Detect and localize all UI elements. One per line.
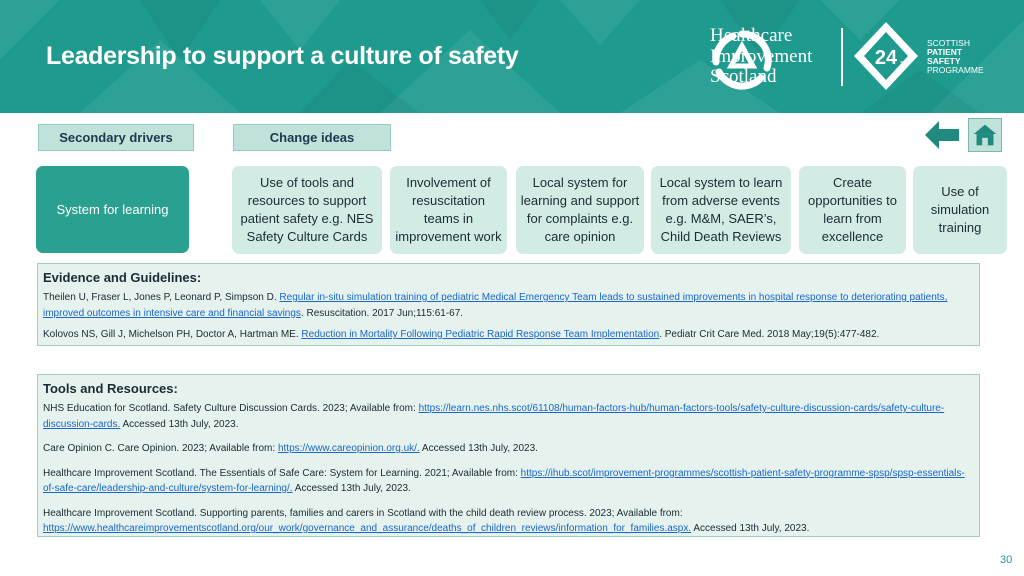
- reference-text: Theilen U, Fraser L, Jones P, Leonard P, Simpson D.: [43, 292, 280, 303]
- home-button[interactable]: [968, 118, 1002, 152]
- tools-reference: [43, 506, 974, 537]
- tools-panel: [37, 374, 980, 537]
- evidence-reference: [43, 290, 974, 321]
- tools-reference: [43, 466, 974, 497]
- secondary-driver-system-for-learning[interactable]: System for learning: [36, 166, 189, 253]
- arrow-left-icon[interactable]: [925, 121, 959, 149]
- evidence-reference: [43, 327, 974, 343]
- tab-secondary-drivers[interactable]: Secondary drivers: [38, 124, 194, 151]
- reference-link[interactable]: https://www.healthcareimprovementscotland.org/our_work/governance_and_assurance/deaths_of_children_reviews/information_for_families.aspx.: [43, 523, 692, 534]
- home-icon: [969, 119, 1001, 151]
- reference-text: Accessed 13th July, 2023.: [292, 483, 411, 494]
- tab-change-ideas[interactable]: Change ideas: [233, 124, 391, 151]
- change-idea-complaints-support[interactable]: Local system for learning and support for complaints e.g. care opinion: [516, 166, 644, 254]
- reference-link[interactable]: Reduction in Mortality Following Pediatric Rapid Response Team Implementation: [301, 329, 660, 340]
- spsp-logo-line: PROGRAMME: [927, 65, 984, 75]
- page-number: 30: [1000, 554, 1013, 566]
- evidence-panel: [37, 263, 980, 346]
- change-idea-learn-from-excellence[interactable]: Create opportunities to learn from excellence: [799, 166, 906, 254]
- reference-text: Accessed 13th July, 2023.: [691, 523, 810, 534]
- tools-reference: [43, 401, 974, 432]
- spsp-logo-line: SCOTTISH: [927, 38, 970, 48]
- reference-text: Accessed 13th July, 2023.: [120, 418, 239, 430]
- reference-text: Kolovos NS, Gill J, Michelson PH, Doctor A, Hartman ME.: [43, 329, 302, 340]
- reference-text: Healthcare Improvement Scotland. Supporting parents, families and carers in Scotland with the child death review process. 2023; Available from:: [43, 507, 683, 519]
- reference-link[interactable]: https://www.careopinion.org.uk/.: [277, 443, 420, 454]
- spsp-logo-line: PATIENT: [927, 47, 963, 57]
- reference-text: Care Opinion C. Care Opinion. 2023; Available from:: [43, 443, 278, 454]
- hist-logo-text: [710, 26, 812, 88]
- reference-text: . Resuscitation. 2017 Jun;115:61-67.: [300, 307, 464, 319]
- evidence-heading: Evidence and Guidelines:: [43, 270, 202, 285]
- tools-heading: Tools and Resources:: [43, 381, 178, 396]
- change-idea-adverse-events[interactable]: Local system to learn from adverse events e.g. M&M, SAER’s, Child Death Reviews: [651, 166, 791, 254]
- reference-link[interactable]: https://learn.nes.nhs.scot/61108/human-factors-hub/human-factors-tools/safety-culture-discussion-cards/safety-culture-discussion-cards.: [43, 403, 945, 430]
- hist-logo-line: Scotland: [710, 66, 777, 87]
- page-title: Leadership to support a culture of safety: [46, 42, 519, 70]
- reference-text: Accessed 13th July, 2023.: [419, 443, 538, 454]
- change-idea-tools-resources[interactable]: Use of tools and resources to support patient safety e.g. NES Safety Culture Cards: [232, 166, 382, 254]
- change-idea-resuscitation-teams[interactable]: Involvement of resuscitation teams in improvement work: [390, 166, 507, 254]
- reference-text: Healthcare Improvement Scotland. The Essentials of Safe Care: System for Learning. 2021; Available from:: [43, 467, 521, 479]
- tools-reference: [43, 441, 974, 457]
- reference-link[interactable]: Regular in-situ simulation training of pediatric Medical Emergency Team leads to sustained improvements in hospital response to deteriorating patients, improved outcomes in intensive care and financial savings: [43, 292, 948, 319]
- hist-logo-line: Improvement: [710, 45, 813, 67]
- svg-text:7: 7: [900, 60, 906, 70]
- logo-divider: [841, 28, 843, 86]
- spsp-logo-text: [927, 39, 984, 75]
- change-idea-simulation-training[interactable]: Use of simulation training: [913, 166, 1007, 254]
- reference-text: . Pediatr Crit Care Med. 2018 May;19(5):477-482.: [659, 329, 880, 340]
- spsp-badge-icon: [852, 20, 920, 92]
- reference-link[interactable]: https://ihub.scot/improvement-programmes/scottish-patient-safety-programme-spsp/spsp-essentials-of-safe-care/leadership-and-culture/system-for-learning/.: [43, 467, 965, 494]
- header-banner: [0, 0, 1024, 113]
- hist-logo-line: Healthcare: [710, 25, 793, 46]
- spsp-logo-line: SAFETY: [927, 56, 961, 66]
- svg-text:24: 24: [874, 47, 898, 69]
- reference-text: NHS Education for Scotland. Safety Culture Discussion Cards. 2023; Available from:: [43, 403, 419, 414]
